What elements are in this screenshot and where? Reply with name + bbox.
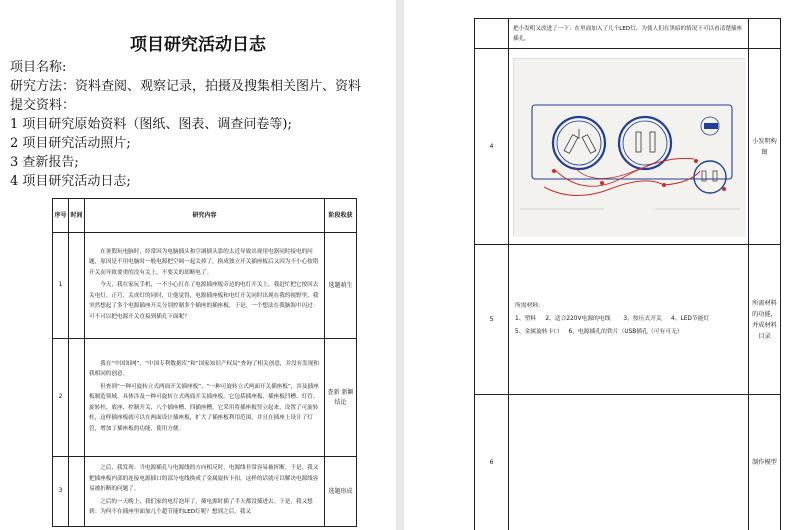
row-paragraph: 今天，我在家玩手机，一不小心打在了电源插座板旁边的电灯开关上，我赶忙把它按回去关电灯。正巧，关成灯的同时，让他觉得，电源插座板和电灯开关同时出现在我的视野里。我突然想起了多个电源插座开关分别控制多个插座的插座板，于是，一个想法在我脑海中闪过：可不可以把电源开关直接到插孔下面呢？ xyxy=(89,282,319,320)
research-log-table xyxy=(52,198,357,527)
submission-field: 提交资料： xyxy=(10,98,76,113)
header-time: 时间 xyxy=(69,199,85,233)
row-time xyxy=(69,457,85,527)
submission-item-2: 2 项目研究活动照片; xyxy=(10,136,131,151)
table-row xyxy=(475,395,781,530)
row-seq: 6 xyxy=(475,395,509,530)
submission-item-1: 1 项目研究原始资料（图纸、图表、调查问卷等); xyxy=(10,117,292,132)
log-header-row xyxy=(53,199,357,233)
row-content xyxy=(85,233,325,339)
header-seq: 序号 xyxy=(53,199,69,233)
row-paragraph: 在暑假玩电脑时，经常因为电脑插头和空调插头靠的太近导致出现用电器同时接电的问题，原因是不用电脑时一般电源把空调一起关掉了。换成独立开关插座板后又因为不小心按错开关而导致要重的没有关上，不要关的却断电了。 xyxy=(89,248,319,276)
row-paragraph: 我在“中国知网”、“中国专利数据库”和“国家知识产权局”查询了相关创意，并没有发现和我相同的创意。 xyxy=(89,360,319,378)
material-item: 6、电源插孔的铁片（USB插孔（可有可无） xyxy=(568,329,683,335)
row-paragraph: 之后的一天晚上，我们家的电灯泡坏了，插电源时插了半天都没插进去。于是，我又想到：为何不在插座里面加几个超节能的LED灯呢？想到之后，我又 xyxy=(89,498,313,516)
header-content: 研究内容 xyxy=(85,199,325,233)
project-info xyxy=(10,58,390,191)
row-label: 小发明构图 xyxy=(749,49,781,245)
row-stage: 查新 新颖 结论 xyxy=(325,339,357,457)
row-label xyxy=(749,19,781,49)
row-stage: 选题萌生 xyxy=(325,233,357,339)
document-title: 项目研究活动日志 xyxy=(130,35,266,55)
materials-line xyxy=(515,326,742,339)
submission-item-4: 4 项目研究活动日志; xyxy=(10,174,131,189)
left-page xyxy=(0,0,396,530)
continued-text: 把小发明又改进了一下：在里面加入了几个LED灯，为使人们在黑暗的情况下可以看清楚插座插孔。 xyxy=(509,19,749,49)
materials-title: 所需材料： xyxy=(515,303,544,309)
row-seq: 3 xyxy=(53,457,69,527)
material-item: 5、金属旋转卡口 xyxy=(515,329,560,335)
table-row xyxy=(53,233,357,339)
row-paragraph: 但查到“一种可旋转立式两面开关插座板”、“一种可旋转立式两面开关插座板”，涉及插座板制造领域，具体涉及一种可旋转立式两面开关插座板。它包括插座板、插座板凹槽、灯管、旋转柱、底座、控制开关、八个插座槽、四插座槽。它采用将插座板竖立起来，设置了可旋转柱，这样插座板就可以在两面设计插座板，扩大了插座板利用范围，并且在插座上设计了灯管，增加了插座板的功能，使用方便。 xyxy=(89,383,319,432)
submission-item-3: 3 查新报告; xyxy=(10,155,79,170)
row-seq: 5 xyxy=(475,245,509,395)
material-item: 4、LED节能灯 xyxy=(671,316,710,322)
table-row xyxy=(53,457,357,527)
row-content xyxy=(85,457,325,527)
row-stage: 选题形成 xyxy=(325,457,357,527)
research-method-field: 研究方法：资料查阅、观察记录，拍摄及搜集相关图片、资料 xyxy=(10,79,362,94)
materials-cell xyxy=(509,245,749,395)
row-label: 所需材料的功能，并成材料目录 xyxy=(749,245,781,395)
row-seq: 4 xyxy=(475,49,509,245)
row-content xyxy=(85,339,325,457)
row-label: 制作模型 xyxy=(749,395,781,530)
material-item: 1、塑料 xyxy=(515,316,537,322)
row-seq: 1 xyxy=(53,233,69,339)
materials-line xyxy=(515,313,742,326)
material-item: 2、适合220V电源的电线 xyxy=(545,316,611,322)
project-name-field: 项目名称: xyxy=(10,60,67,75)
table-row xyxy=(475,19,781,49)
table-row xyxy=(475,49,781,245)
socket-sketch-drawing xyxy=(514,59,746,237)
invention-sketch-photo xyxy=(513,58,745,236)
row-content xyxy=(509,395,749,530)
row-time xyxy=(69,233,85,339)
sketch-cell xyxy=(509,49,749,245)
table-row xyxy=(475,245,781,395)
row-time xyxy=(69,339,85,457)
row-paragraph: 之后，我发现：当电源插孔与电源线的方向相反时，电源线非常容易被折断。于是，我又把插座板内部的连接电源插口的部分电线换成了金属旋转卡扣，这样的话就可以解决电源线容易被折断的问题了。 xyxy=(89,465,319,493)
material-item: 3、按压式开关 xyxy=(623,316,662,322)
row-seq: 2 xyxy=(53,339,69,457)
detail-table xyxy=(474,18,781,530)
header-stage: 阶段收获 xyxy=(325,199,357,233)
table-row xyxy=(53,339,357,457)
row-seq xyxy=(475,19,509,49)
